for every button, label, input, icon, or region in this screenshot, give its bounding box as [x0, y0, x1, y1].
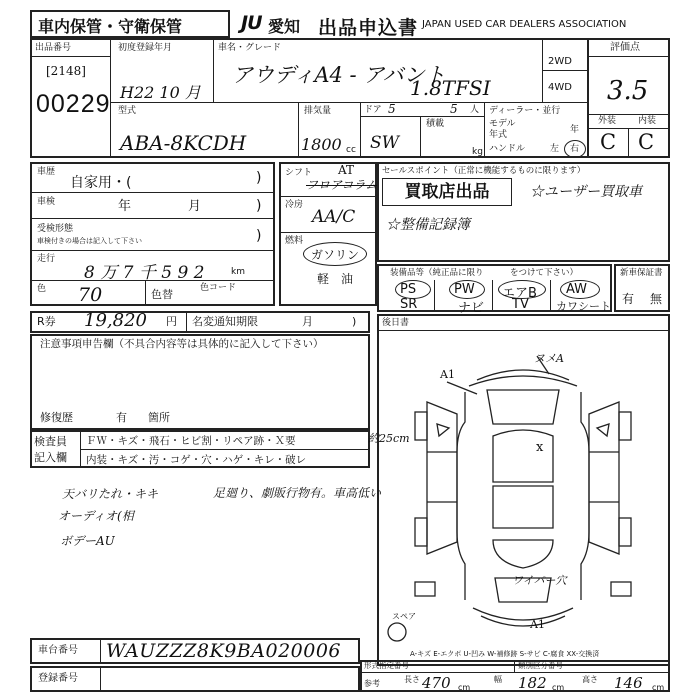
- height-cm: cm: [652, 683, 665, 692]
- notes-header: 注意事項申告欄（不具合内容等は具体的に記入して下さい）: [40, 338, 324, 350]
- drive-2wd-label: 2WD: [548, 56, 572, 67]
- equip-sr: SR: [400, 297, 418, 312]
- warranty-no: 無: [650, 292, 663, 306]
- chassis-number: WAUZZZ8K9BA020006: [106, 640, 342, 662]
- model-designation-label: 形式指定番号: [364, 661, 409, 670]
- displacement-value: 1800: [301, 135, 342, 154]
- yen-label: 円: [166, 315, 177, 328]
- handle-right: 右: [570, 144, 580, 154]
- tax-month-unit: 月: [302, 315, 313, 328]
- height-label: 高さ: [582, 675, 598, 684]
- color-code-label: 色コード: [200, 283, 237, 293]
- memo-1: 天バリたれ・キキ: [62, 487, 159, 501]
- inspection-year: 年: [118, 199, 132, 214]
- inspection-paren: ): [256, 198, 262, 214]
- category-class-label: 類別区分番号: [518, 661, 563, 670]
- doors-label: ドア: [364, 105, 382, 115]
- reception-sub-label: 車検付きの場合は記入して下さい: [37, 237, 142, 245]
- equip-leather-seat: カワシート: [556, 300, 611, 313]
- scratch-note: 約25cm: [368, 432, 410, 445]
- entry-label: 記入欄: [34, 451, 67, 464]
- warranty-label: 新車保証書: [620, 268, 663, 278]
- equip-airbag-circle: [498, 280, 546, 299]
- equip-ps-circle: [395, 280, 431, 299]
- lot-box-value: [2148]: [46, 64, 86, 78]
- lot-number-label: 出品番号: [35, 43, 72, 53]
- aircon-label: 冷房: [285, 200, 304, 210]
- equip-tv: TV: [512, 297, 529, 312]
- dealer-listing-stamp: 買取店出品: [382, 178, 512, 206]
- length-cm: cm: [458, 683, 471, 692]
- interior-label: 内装: [638, 116, 657, 126]
- inspector-label: 検査員: [34, 435, 67, 448]
- width-cm: cm: [552, 683, 565, 692]
- car-name-label: 車名・グレード: [218, 43, 282, 53]
- first-reg-value: H22 10 月: [120, 83, 201, 102]
- sales-point-label: セールスポイント（正常に機能するものに限ります）: [382, 166, 586, 176]
- registration-label: 登録番号: [38, 673, 78, 684]
- memo-3: オーディオ(相: [58, 509, 134, 523]
- fuel-diesel: 軽 油: [317, 272, 354, 286]
- reception-paren: ): [256, 228, 262, 244]
- aircon-value: AA/C: [312, 207, 356, 227]
- diagram-note: ワイパー穴: [512, 574, 567, 587]
- equipment-label: 装備品等（純正品に限り: [390, 268, 484, 278]
- mileage-km-label: km: [231, 267, 245, 277]
- equip-aw: AW: [566, 282, 588, 297]
- repair-place-label: 箇所: [148, 411, 170, 424]
- color-change-label: 色替: [151, 288, 173, 301]
- fuel-gasoline-circle: [303, 242, 367, 266]
- equip-pw-circle: [449, 280, 485, 299]
- sales-point-block: [377, 162, 670, 262]
- reception-label: 受検形態: [37, 224, 74, 234]
- body-type-value: SW: [370, 133, 400, 153]
- equip-airbag: エアB: [502, 286, 537, 301]
- exterior-label: 外装: [598, 116, 617, 126]
- handle-right-circle: [564, 140, 586, 158]
- inspection-label: 車検: [37, 197, 56, 207]
- exterior-grade-value: C: [600, 130, 617, 154]
- color-value: 70: [78, 284, 103, 306]
- kg-label: kg: [472, 147, 483, 157]
- diagram-label-a1-bottom: A1: [530, 618, 545, 631]
- car-name-value: アウディA4 - アバント: [232, 63, 446, 87]
- repair-yes-label: 有: [116, 411, 127, 424]
- equipment-mid-label: をつけて下さい）: [510, 268, 579, 278]
- shift-label: シフト: [285, 168, 313, 178]
- sales-note-2: ☆整備記録簿: [386, 217, 470, 233]
- memo-4: ボデーAU: [60, 534, 115, 548]
- mileage-value: 8 万 7 千 5 9 2: [84, 263, 205, 283]
- repair-history-label: 修復歴: [40, 411, 73, 424]
- lot-number-value: 00229: [36, 90, 111, 118]
- width-label: 幅: [494, 675, 502, 684]
- fuel-label: 燃料: [285, 236, 304, 246]
- reference-label: 参考: [364, 679, 380, 688]
- year-label: 年式: [489, 130, 508, 140]
- doors-value: 5: [388, 102, 396, 116]
- model-type-label: 型式: [118, 106, 137, 116]
- equip-ps: PS: [400, 282, 417, 297]
- grade-value: 1.8TFSI: [410, 76, 491, 100]
- warranty-yes: 有: [622, 292, 635, 306]
- form-title: 出品申込書: [318, 17, 419, 39]
- first-reg-label: 初度登録年月: [118, 43, 173, 53]
- car-damage-diagram: [377, 332, 670, 662]
- interior-grade-value: C: [638, 130, 655, 154]
- brand-label: 愛知: [268, 17, 301, 36]
- after-date-label: 後日書: [382, 318, 410, 328]
- interior-row: 内装・キズ・汚・コゲ・穴・ハゲ・キレ・破レ: [86, 454, 307, 466]
- memo-2: 足廻り、劇販行物有。車高低い: [213, 486, 382, 500]
- diagram-mark-x: x: [536, 440, 544, 455]
- load-label: 積載: [426, 119, 445, 129]
- diagram-label-a1: A1: [440, 368, 455, 381]
- recycle-amount: 19,820: [84, 310, 147, 331]
- mileage-label: 走行: [37, 254, 56, 264]
- drive-4wd-label: 4WD: [548, 82, 572, 93]
- rating-value: 3.5: [607, 76, 649, 106]
- width-value: 182: [518, 674, 547, 692]
- height-value: 146: [614, 674, 643, 692]
- tax-month-label: 名変通知期限: [192, 315, 258, 328]
- color-label: 色: [37, 284, 47, 294]
- dealer-parallel-label: ディーラー・並行: [489, 106, 561, 116]
- equip-navi: ナビ: [458, 301, 485, 316]
- ju-logo: JU: [241, 12, 262, 34]
- rating-label: 評価点: [610, 42, 640, 53]
- capacity-unit: 人: [470, 105, 480, 115]
- sales-note-1: ☆ユーザー買取車: [530, 184, 642, 200]
- handle-left: 左: [550, 144, 560, 154]
- history-value: 自家用・(: [70, 175, 132, 191]
- fuel-gasoline: ガソリン: [311, 248, 360, 262]
- handle-label: ハンドル: [489, 144, 526, 154]
- model-type-value: ABA-8KCDH: [120, 131, 247, 155]
- model-year-label: モデル: [489, 119, 516, 129]
- tax-day-unit: ): [352, 315, 357, 328]
- length-value: 470: [422, 674, 451, 692]
- registration-row: [30, 666, 360, 692]
- shift-struck-value: フロアコラム: [306, 178, 378, 192]
- capacity-value: 5: [450, 102, 458, 116]
- history-label: 車歴: [37, 167, 56, 177]
- shift-value: AT: [338, 163, 355, 177]
- history-block: [30, 162, 275, 306]
- year-unit: 年: [570, 125, 580, 135]
- diagram-top-label: ヌメA: [534, 352, 564, 365]
- displacement-label: 排気量: [304, 106, 332, 116]
- fw-row: ＦＷ・キズ・飛石・ヒビ割・リペア跡・Ｘ要: [86, 435, 296, 447]
- equip-pw: PW: [454, 282, 475, 297]
- cc-label: cc: [346, 145, 356, 155]
- recycle-label: R券: [37, 315, 56, 328]
- inspection-month: 月: [188, 199, 202, 214]
- history-paren: ): [256, 170, 262, 186]
- length-label: 長さ: [404, 675, 420, 684]
- storage-label: 車内保管・守衛保管: [38, 17, 183, 36]
- equip-aw-circle: [560, 280, 600, 299]
- damage-legend: A-キズ E-エクボ U-凹み W-補修跡 S-サビ C-腐食 XX-交換済: [410, 650, 600, 658]
- chassis-label: 車台番号: [38, 645, 78, 656]
- association-name: JAPAN USED CAR DEALERS ASSOCIATION: [422, 19, 627, 30]
- spare-label: スペア: [392, 612, 416, 621]
